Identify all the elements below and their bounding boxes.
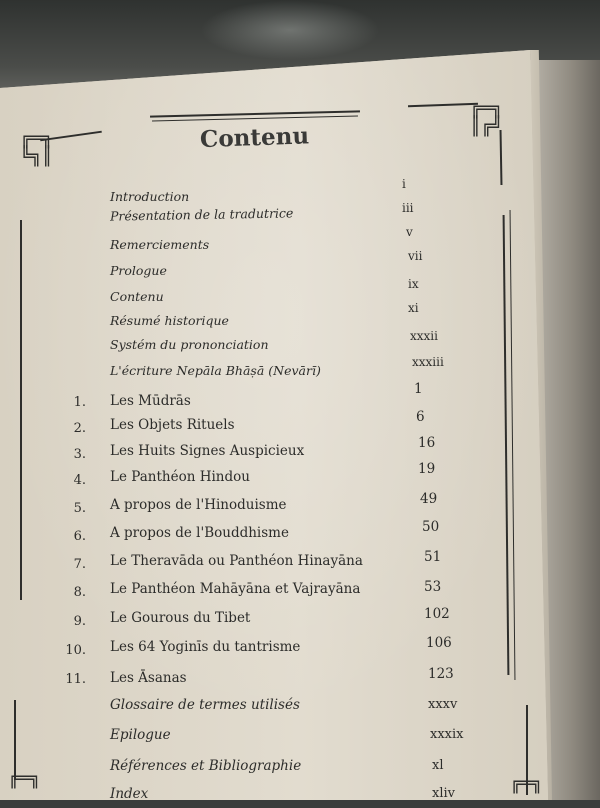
toc-row bbox=[0, 581, 600, 603]
toc-entry-label: Contenu bbox=[110, 289, 164, 304]
toc-page-number: xxxii bbox=[410, 329, 438, 343]
toc-entry-label: Epilogue bbox=[110, 727, 171, 743]
toc-page-number: i bbox=[402, 177, 406, 191]
chapter-number: 6. bbox=[73, 529, 86, 544]
toc-page-number: 1 bbox=[414, 381, 423, 397]
toc-entry-label: Remerciements bbox=[110, 237, 210, 252]
chapter-number: 3. bbox=[73, 447, 86, 462]
toc-row bbox=[0, 355, 600, 385]
toc-page-number: xxxiii bbox=[412, 355, 444, 369]
toc-page-number: xl bbox=[432, 758, 444, 773]
toc-row bbox=[0, 697, 600, 719]
toc-row bbox=[0, 277, 600, 311]
toc-page-number: ix bbox=[408, 277, 419, 291]
toc-row bbox=[0, 301, 600, 335]
chapter-number: 8. bbox=[73, 585, 86, 600]
toc-row bbox=[0, 435, 600, 465]
toc-row bbox=[0, 758, 600, 780]
toc-page-number: 16 bbox=[418, 435, 436, 451]
toc-entry-label: Systém du prononciation bbox=[110, 337, 269, 352]
toc-page-number: 106 bbox=[426, 635, 452, 651]
corner-ornament-bottom-left: ╔═╗ bbox=[8, 768, 41, 789]
toc-row bbox=[0, 668, 600, 690]
toc-page-number: 102 bbox=[424, 606, 450, 622]
toc-entry-label: Le Panthéon Mahāyāna et Vajrayāna bbox=[110, 581, 361, 597]
chapter-number: 1. bbox=[73, 395, 86, 410]
toc-entry-label: Le Theravāda ou Panthéon Hinayāna bbox=[110, 553, 363, 569]
toc-entry-label: Prologue bbox=[110, 263, 167, 278]
toc-page-number: 6 bbox=[416, 409, 425, 425]
toc-page-number: 19 bbox=[418, 461, 436, 477]
toc-page-number: xi bbox=[408, 301, 419, 315]
chapter-number: 9. bbox=[73, 614, 86, 629]
toc-page-number: 49 bbox=[420, 491, 438, 507]
toc-row bbox=[0, 606, 600, 632]
toc-page-number: xxxix bbox=[430, 727, 464, 742]
toc-row bbox=[0, 519, 600, 547]
chapter-number: 4. bbox=[73, 473, 86, 488]
toc-entry-label: Index bbox=[110, 786, 149, 802]
toc-row bbox=[0, 329, 600, 359]
corner-ornament-bottom-right: ╔═╗ bbox=[510, 773, 543, 794]
toc-page-number: 51 bbox=[424, 549, 442, 565]
toc-entry-label: Les Mūdrās bbox=[110, 393, 191, 409]
toc-entry-label: Introduction bbox=[110, 189, 190, 204]
chapter-number: 5. bbox=[73, 501, 86, 516]
chapter-number: 11. bbox=[65, 672, 86, 687]
toc-page-number: xxxv bbox=[428, 697, 458, 712]
toc-page-number: 50 bbox=[422, 519, 440, 535]
toc-entry-label: Le Gourous du Tibet bbox=[110, 610, 251, 626]
toc-row bbox=[0, 409, 600, 439]
toc-entry-label: Glossaire de termes utilisés bbox=[110, 697, 300, 713]
toc-entry-label: Présentation de la tradutrice bbox=[109, 205, 294, 224]
toc-entry-label: Les 64 Yoginīs du tantrisme bbox=[110, 639, 301, 655]
toc-row bbox=[0, 635, 600, 661]
corner-ornament-top-left: ╔═╗ ╚╗║ bbox=[20, 128, 53, 167]
toc-page-number: iii bbox=[402, 201, 414, 215]
toc-page-number: xliv bbox=[432, 786, 455, 801]
toc-entry-label: A propos de l'Hinoduisme bbox=[110, 497, 287, 513]
toc-page-number: 53 bbox=[424, 579, 442, 595]
toc-entry-label: L'écriture Nepāla Bhāṣā (Nevārī) bbox=[110, 363, 321, 378]
toc-row bbox=[0, 727, 600, 749]
toc-entry-label: Résumé historique bbox=[110, 313, 229, 328]
toc-row bbox=[0, 381, 600, 413]
toc-entry-label: A propos de l'Bouddhisme bbox=[110, 525, 289, 541]
corner-ornament-top-right: ╔═╗ ║╔╝ bbox=[470, 98, 503, 137]
toc-row bbox=[0, 249, 600, 285]
chapter-number: 10. bbox=[65, 643, 86, 658]
toc-entry-label: Les Objets Rituels bbox=[110, 417, 235, 433]
toc-row bbox=[0, 201, 600, 229]
toc-row bbox=[0, 225, 600, 259]
toc-row bbox=[0, 549, 600, 575]
toc-page-number: vii bbox=[408, 249, 423, 263]
toc-entry-label: Les Huits Signes Auspicieux bbox=[110, 443, 305, 459]
toc-row bbox=[0, 786, 600, 808]
toc-entry-label: Les Āsanas bbox=[110, 670, 187, 686]
chapter-number: 7. bbox=[73, 557, 86, 572]
toc-page-number: v bbox=[406, 225, 413, 239]
page-title: Contenu bbox=[199, 122, 310, 154]
toc-row bbox=[0, 491, 600, 519]
chapter-number: 2. bbox=[73, 421, 86, 436]
toc-entry-label: Références et Bibliographie bbox=[110, 758, 302, 774]
toc-page-number: 123 bbox=[428, 666, 454, 682]
toc-entry-label: Le Panthéon Hindou bbox=[110, 469, 250, 485]
toc-row bbox=[0, 461, 600, 491]
